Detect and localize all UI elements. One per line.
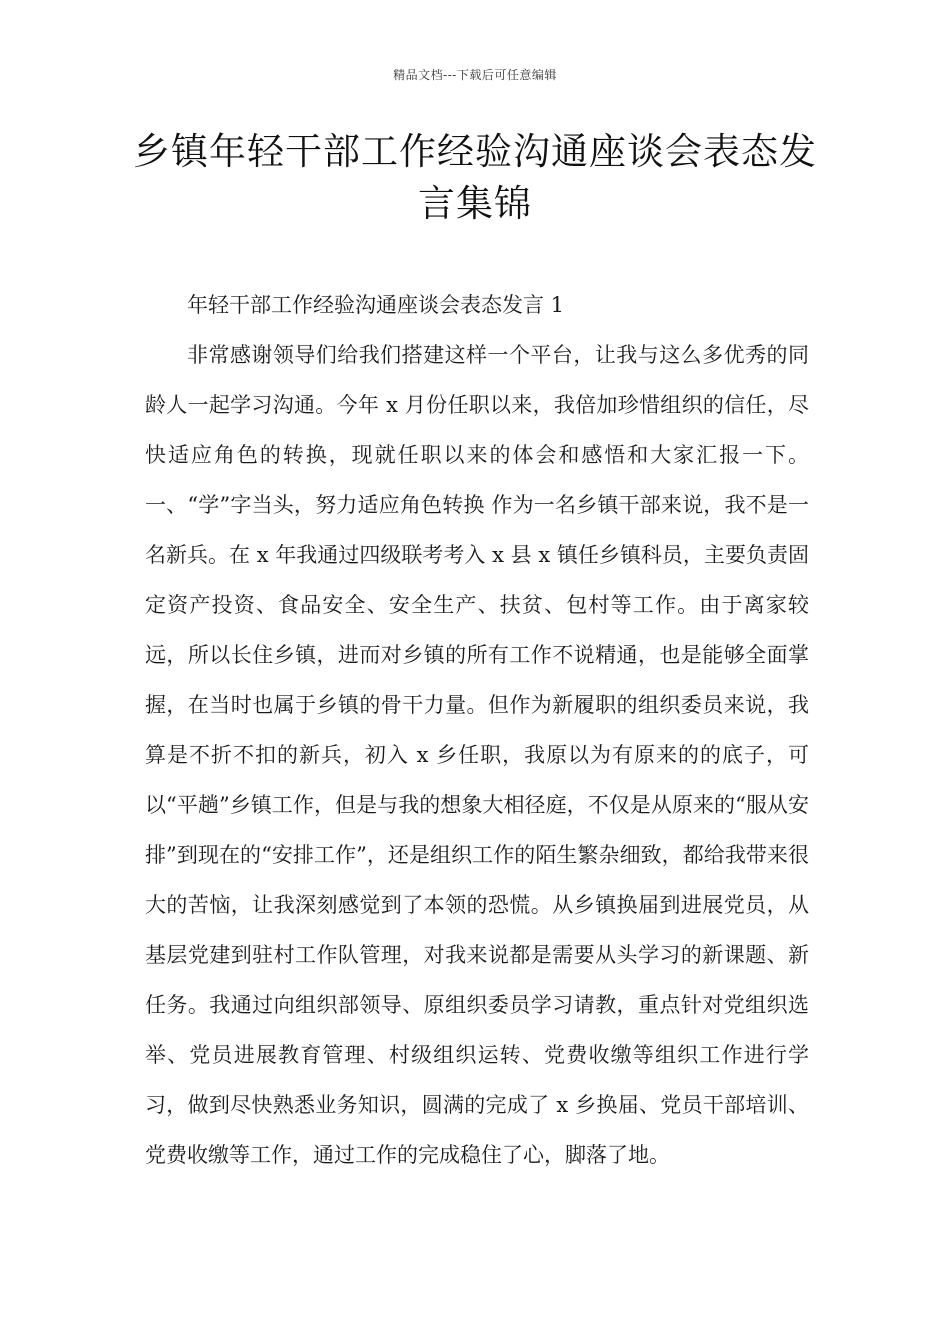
header-note: 精品文档---下载后可任意编辑: [393, 68, 557, 82]
document-title: 乡镇年轻干部工作经验沟通座谈会表态发言集锦: [133, 130, 817, 225]
section-heading: 年轻干部工作经验沟通座谈会表态发言 1: [187, 293, 565, 317]
document-body: [145, 280, 809, 1180]
paragraph: 非常感谢领导们给我们搭建这样一个平台，让我与这么多优秀的同龄人一起学习沟通。今年 x 月份任职以来，我倍加珍惜组织的信任，尽快适应角色的转换，现就任职以来的体会和感悟和大家汇报一下。一、“学”字当头，努力适应角色转换 作为一名乡镇干部来说，我不是一名新兵。在 x 年我通过四级联考考入 x 县 x 镇任乡镇科员，主要负责固定资产投资、食品安全、安全生产、扶贫、包村等工作。由于离家较远，所以长住乡镇，进而对乡镇的所有工作不说精通，也是能够全面掌握，在当时也属于乡镇的骨干力量。但作为新履职的组织委员来说，我算是不折不扣的新兵，初入 x 乡任职，我原以为有原来的的底子，可以“平趟”乡镇工作，但是与我的想象大相径庭，不仅是从原来的“服从安排”到现在的“安排工作”，还是组织工作的陌生繁杂细致，都给我带来很大的苦恼，让我深刻感觉到了本领的恐慌。从乡镇换届到进展党员，从基层党建到驻村工作队管理，对我来说都是需要从头学习的新课题、新任务。我通过向组织部领导、原组织委员学习请教，重点针对党组织选举、党员进展教育管理、村级组织运转、党费收缴等组织工作进行学习，做到尽快熟悉业务知识，圆满的完成了 x 乡换届、党员干部培训、党费收缴等工作，通过工作的完成稳住了心，脚落了地。: [145, 343, 809, 1167]
